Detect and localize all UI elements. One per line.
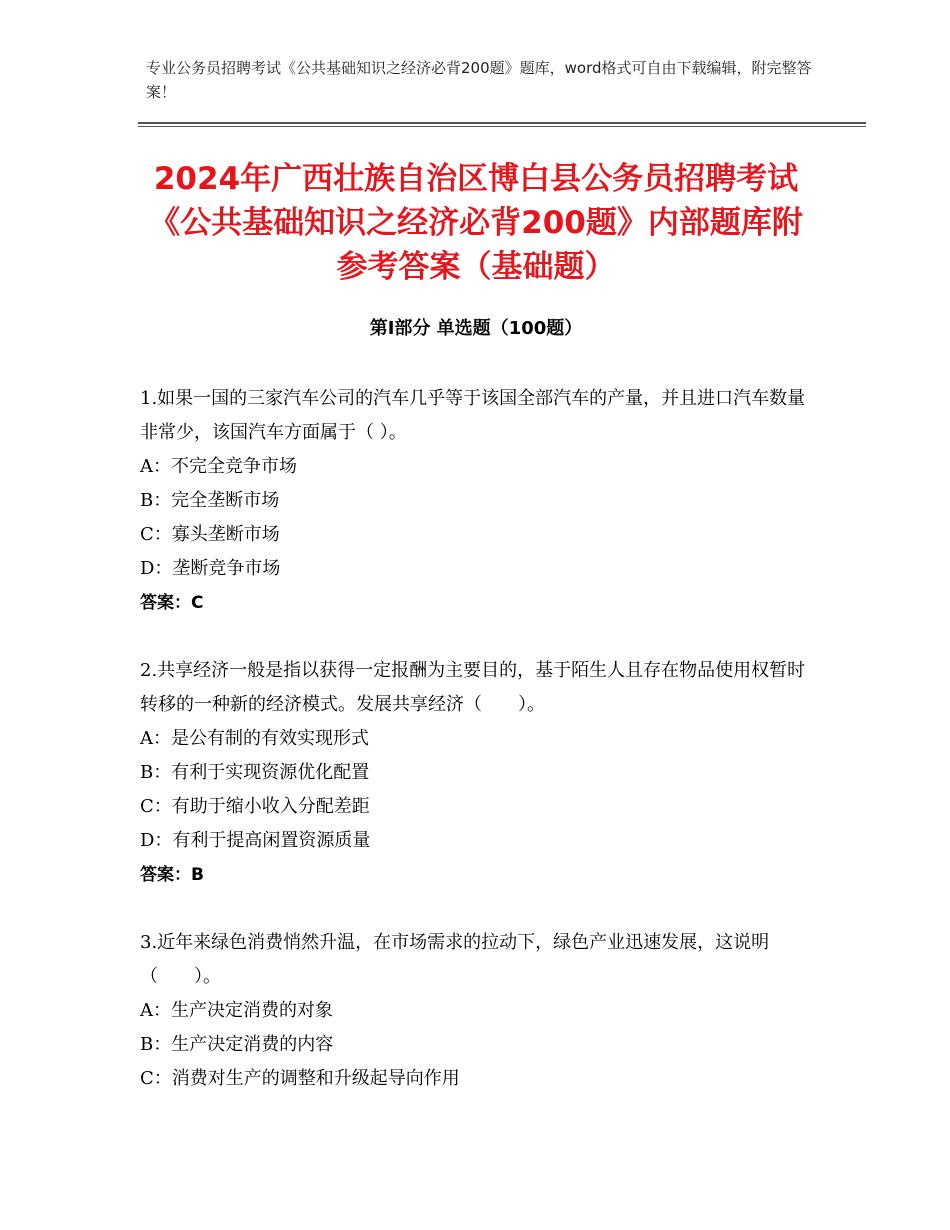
option-b: B：生产决定消费的内容 bbox=[140, 1034, 334, 1055]
option-c: C：消费对生产的调整和升级起导向作用 bbox=[140, 1068, 460, 1089]
header-note: 专业公务员招聘考试《公共基础知识之经济必背200题》题库，word格式可自由下载编辑，附完整答案！ bbox=[146, 59, 812, 101]
question-1 bbox=[140, 382, 810, 620]
option-b: B：有利于实现资源优化配置 bbox=[140, 762, 370, 783]
option-a: A：不完全竞争市场 bbox=[140, 456, 297, 477]
option-a: A：是公有制的有效实现形式 bbox=[140, 728, 369, 749]
option-b: B：完全垄断市场 bbox=[140, 490, 280, 511]
question-3 bbox=[140, 926, 810, 1096]
option-c: C：有助于缩小收入分配差距 bbox=[140, 796, 370, 817]
header-rule-thin bbox=[138, 126, 866, 127]
question-stem: 1.如果一国的三家汽车公司的汽车几乎等于该国全部汽车的产量，并且进口汽车数量非常少，该国汽车方面属于（ ）。 bbox=[140, 388, 806, 443]
document-title: 2024年广西壮族自治区博白县公务员招聘考试《公共基础知识之经济必背200题》内部题库附参考答案（基础题） bbox=[149, 161, 803, 285]
option-c: C：寡头垄断市场 bbox=[140, 524, 280, 545]
option-d: D：有利于提高闲置资源质量 bbox=[140, 830, 371, 851]
answer: 答案：C bbox=[140, 593, 204, 613]
question-stem: 2.共享经济一般是指以获得一定报酬为主要目的，基于陌生人且存在物品使用权暂时转移的一种新的经济模式。发展共享经济（ ）。 bbox=[140, 660, 806, 715]
question-2 bbox=[140, 654, 810, 892]
section-title: 第Ⅰ部分 单选题（100题） bbox=[369, 318, 583, 339]
option-a: A：生产决定消费的对象 bbox=[140, 1000, 333, 1021]
header-rule-thick bbox=[138, 122, 866, 124]
answer: 答案：B bbox=[140, 865, 204, 885]
option-d: D：垄断竞争市场 bbox=[140, 558, 281, 579]
question-stem: 3.近年来绿色消费悄然升温，在市场需求的拉动下，绿色产业迅速发展，这说明（ ）。 bbox=[140, 932, 770, 987]
